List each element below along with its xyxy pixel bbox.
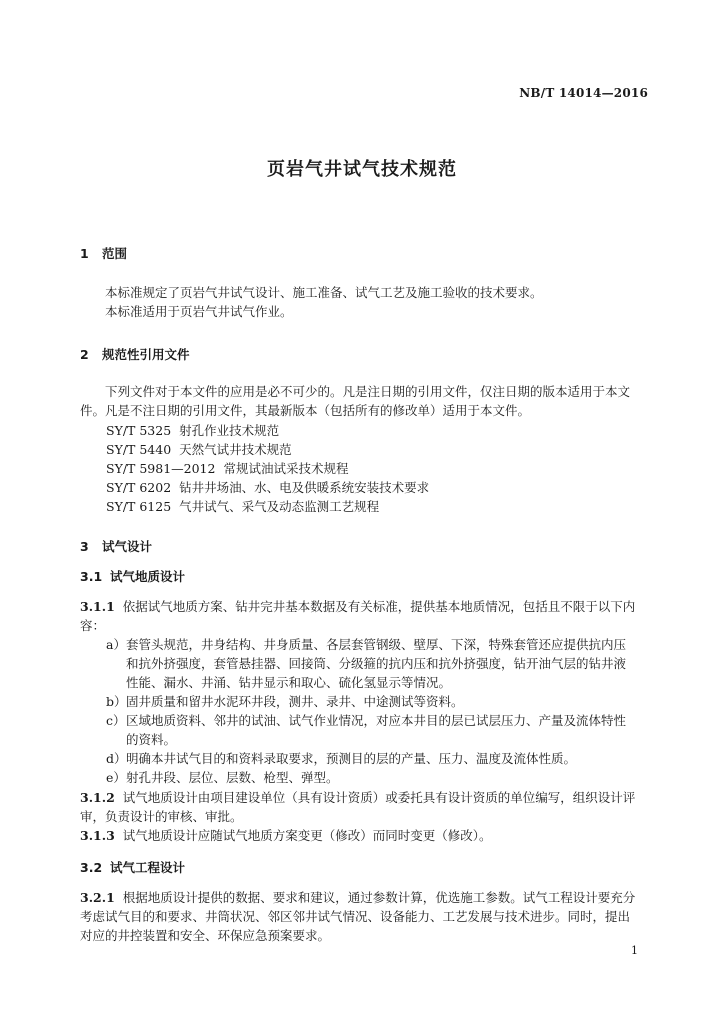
item-text: 明确本井试气目的和资料录取要求，预测目的层的产量、压力、温度及流体性质。 bbox=[126, 751, 577, 766]
reference-code: SY/T 5325 bbox=[106, 423, 172, 438]
clause-3-2-1 bbox=[80, 888, 648, 908]
clause-text: 依据试气地质方案、钻井完井基本数据及有关标准，提供基本地质情况，包括且不限于以下内 bbox=[122, 599, 636, 614]
subsection-title: 试气地质设计 bbox=[110, 569, 186, 584]
list-item-e bbox=[106, 768, 648, 788]
subsection-3-1-heading bbox=[80, 567, 185, 585]
clause-text: 试气地质设计由项目建设单位（具有设计资质）或委托具有设计资质的单位编写，组织设计评 bbox=[122, 790, 636, 805]
section-title: 范围 bbox=[102, 246, 128, 261]
subsection-number: 3.2 bbox=[80, 860, 103, 875]
list-item-d bbox=[106, 749, 648, 769]
paragraph: 本标准规定了页岩气井试气设计、施工准备、试气工艺及施工验收的技术要求。 bbox=[105, 285, 543, 300]
clause-text: 根据地质设计提供的数据、要求和建议，通过参数计算，优选施工参数。试气工程设计要充分 bbox=[122, 890, 636, 905]
item-label: b） bbox=[106, 694, 127, 709]
section-1-heading bbox=[80, 244, 127, 262]
clause-text: 试气地质设计应随试气地质方案变更（修改）而同时变更（修改）。 bbox=[122, 828, 492, 843]
section-2-heading bbox=[80, 345, 190, 363]
clause-line: 审，负责设计的审核、审批。 bbox=[80, 809, 243, 824]
list-item-b bbox=[106, 692, 648, 712]
item-continuation: 和抗外挤强度，套管悬挂器、回接筒、分级箍的抗内压和抗外挤强度，钻开油气层的钻井液 bbox=[126, 656, 627, 671]
section-title: 规范性引用文件 bbox=[102, 347, 190, 362]
section-number: 2 bbox=[80, 347, 89, 362]
item-label: d） bbox=[106, 751, 127, 766]
reference-name: 常规试油试采技术规程 bbox=[223, 461, 349, 476]
item-label: c） bbox=[106, 713, 126, 728]
reference-code: SY/T 6202 bbox=[106, 480, 172, 495]
subsection-3-2-heading bbox=[80, 858, 185, 876]
clause-line: 对应的井控装置和安全、环保应急预案要求。 bbox=[80, 928, 331, 943]
clause-3-1-1 bbox=[80, 597, 648, 617]
page-number: 1 bbox=[631, 944, 638, 957]
subsection-number: 3.1 bbox=[80, 569, 103, 584]
reference-code: SY/T 5440 bbox=[106, 442, 172, 457]
reference-name: 气井试气、采气及动态监测工艺规程 bbox=[179, 499, 380, 514]
reference-item bbox=[106, 440, 292, 458]
clause-number: 3.2.1 bbox=[80, 890, 115, 905]
list-item-c bbox=[106, 711, 648, 731]
section-number: 1 bbox=[80, 246, 89, 261]
item-text: 区域地质资料、邻井的试油、试气作业情况，对应本井目的层已试层压力、产量及流体特性 bbox=[126, 713, 627, 728]
item-text: 固井质量和留井水泥环井段，测井、录井、中途测试等资料。 bbox=[126, 694, 464, 709]
reference-item bbox=[106, 421, 279, 439]
item-text: 射孔井段、层位、层数、枪型、弹型。 bbox=[126, 770, 339, 785]
reference-name: 天然气试井技术规范 bbox=[179, 442, 292, 457]
standard-number: NB/T 14014—2016 bbox=[519, 86, 648, 100]
item-continuation: 的资料。 bbox=[126, 732, 177, 747]
reference-item bbox=[106, 478, 429, 496]
section-3-heading bbox=[80, 537, 152, 555]
clause-3-1-2 bbox=[80, 788, 648, 808]
reference-item bbox=[106, 497, 379, 515]
item-label: a） bbox=[106, 637, 126, 652]
reference-item bbox=[106, 459, 348, 477]
list-item-a bbox=[106, 635, 648, 655]
item-continuation: 性能、漏水、井涌、钻井显示和取心、硫化氢显示等情况。 bbox=[126, 675, 452, 690]
clause-3-1-3 bbox=[80, 826, 648, 846]
reference-name: 钻井井场油、水、电及供暖系统安装技术要求 bbox=[179, 480, 430, 495]
subsection-title: 试气工程设计 bbox=[110, 860, 186, 875]
paragraph: 本标准适用于页岩气井试气作业。 bbox=[105, 304, 293, 319]
paragraph-line: 件。凡是不注日期的引用文件，其最新版本（包括所有的修改单）适用于本文件。 bbox=[80, 403, 531, 418]
reference-code: SY/T 5981—2012 bbox=[106, 461, 216, 476]
clause-number: 3.1.2 bbox=[80, 790, 115, 805]
clause-number: 3.1.3 bbox=[80, 828, 115, 843]
section-number: 3 bbox=[80, 539, 89, 554]
paragraph-line: 下列文件对于本文件的应用是必不可少的。凡是注日期的引用文件，仅注日期的版本适用于本文 bbox=[105, 384, 631, 399]
clause-line: 考虑试气目的和要求、井筒状况、邻区邻井试气情况、设备能力、工艺发展与技术进步。同时，提出 bbox=[80, 909, 631, 924]
section-title: 试气设计 bbox=[102, 539, 153, 554]
clause-line: 容： bbox=[80, 618, 106, 633]
item-label: e） bbox=[106, 770, 126, 785]
reference-code: SY/T 6125 bbox=[106, 499, 172, 514]
reference-name: 射孔作业技术规范 bbox=[179, 423, 280, 438]
clause-number: 3.1.1 bbox=[80, 599, 115, 614]
item-text: 套管头规范，井身结构、井身质量、各层套管钢级、壁厚、下深，特殊套管还应提供抗内压 bbox=[126, 637, 627, 652]
document-title: 页岩气井试气技术规范 bbox=[267, 159, 457, 180]
